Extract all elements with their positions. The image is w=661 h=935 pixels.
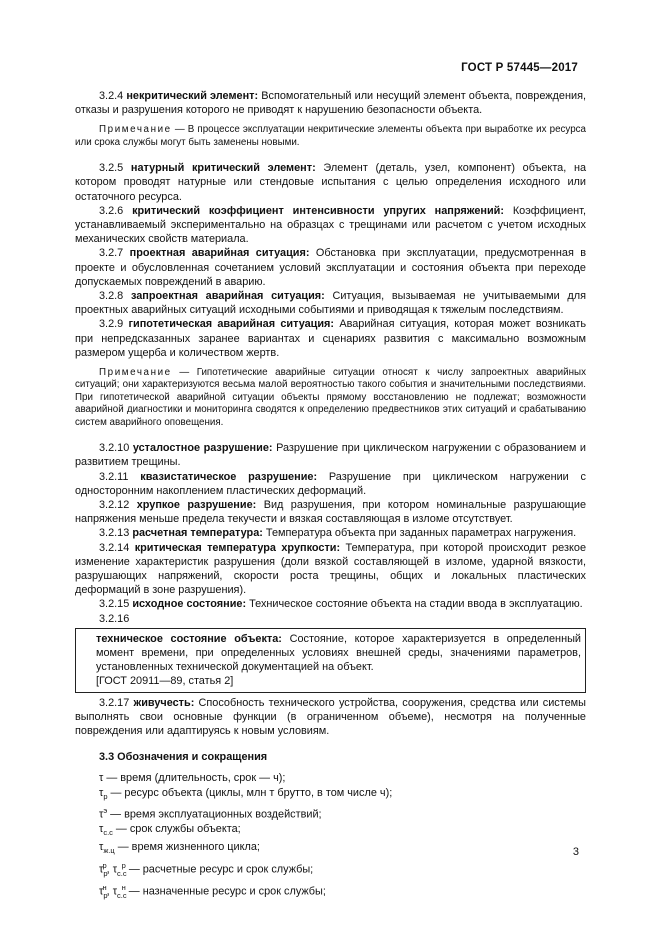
symbols-list [75,771,586,902]
term: расчетная температура: [132,527,263,540]
note-text: — Гипотетические аварийные ситуации относят к числу запроектных аварийных ситуаций; они характеризуются весьма малой вероятностью такого события и значительными последствиями. При гипотетической аварийной ситуации объекты прямому восстановлению не подлежат; возможности аварийной диагностики и мониторинга сводятся к определению предвестников этих ситуаций и срабатыванию систем аварийного оповещения. [75,367,586,428]
clause-3-2-10 [75,441,586,469]
term: запроектная аварийная ситуация: [130,290,325,303]
symbol-subscript: ж.ц [103,846,115,856]
definition: Температура, при которой происходит резкое изменение характеристик разрушения (доли вязкой составляющей в изломе, ударной вязкости, разрушающих напряжений, скорости роста трещины, общих и локальных пластических деформаций в зоне разрушения). [75,541,586,597]
clause-3-2-5 [75,161,586,204]
symbol-item: $\tau_р^н$, $\tau_{с.с}^н$ — назначенные ресурс и срок службы; [99,882,326,900]
term: хрупкое разрушение: [136,498,257,511]
symbol-superscript: н [121,882,126,892]
term: усталостное разрушение: [132,442,273,455]
symbol-base: τ [99,808,104,821]
symbol-item [75,840,586,858]
term: критический коэффициент интенсивности упругих напряжений: [132,204,504,217]
definition: Обстановка при эксплуатации, предусмотренная в проекте и обусловленная сочетанием условий эксплуатации и состояния объекта при переходе допускаемых повреждений в аварию. [75,247,587,288]
symbol-description: — назначенные ресурс и срок службы; [125,885,326,898]
symbol-base: τ [99,841,104,854]
term: техническое состояние объекта: [96,632,282,645]
quoted-definition-box [75,628,586,693]
clause-3-2-17 [75,696,586,739]
definition: Коэффициент, устанавливаемый экспериментально на образцах с трещинами или расчетом с учетом исходных механических свойств материала. [75,204,586,246]
symbol-base: τ [99,772,104,785]
definition: Ситуация, вызываемая не учитываемыми для проектных аварийных ситуаций исходными событиями и приводящая к тяжелым последствиям. [75,290,586,317]
symbol-subscript: р [103,791,108,801]
clause-number: 3.2.11 [99,470,129,483]
clause-number: 3.2.5 [99,162,124,175]
clause-number: 3.2.14 [99,541,130,554]
clause-3-2-8 [75,289,586,317]
note-1 [75,124,586,149]
symbol-subscript: с.с [103,827,113,837]
term: некритический элемент: [126,90,259,102]
symbol-description: — время жизненного цикла; [114,841,260,854]
clause-3-2-15 [75,597,586,611]
document-code-header: ГОСТ Р 57445—2017 [461,62,578,74]
definition: Температура объекта при заданных параметрах нагружения. [265,527,577,540]
symbol-base: τ [99,786,104,799]
symbol-base: τ [99,885,104,898]
quoted-definition [96,632,581,675]
symbol-base: τ [112,863,118,876]
symbol-superscript: р [121,860,126,870]
clause-number: 3.2.15 [99,598,130,611]
definition: Состояние, которое характеризуется в определенный момент времени, при определенных условиях внешней среды, значениями параметров, установленных технической документацией на объект. [96,632,581,674]
definition: Техническое состояние объекта на стадии ввода в эксплуатацию. [249,598,583,611]
symbol-superscript: р [102,860,107,870]
symbol-item [75,804,586,822]
symbol-item [75,771,586,785]
note-label: Примечание [99,124,172,136]
term: проектная аварийная ситуация: [129,247,310,260]
definition: Элемент (деталь, узел, компонент) объекта, на котором проводят натурные или стендовые испытания с целью определения исходного или остаточного ресурса. [75,162,587,203]
symbol-base: τ [99,863,104,876]
symbol-item [75,786,586,804]
clause-number: 3.2.13 [99,527,130,540]
clause-3-2-14 [75,541,586,598]
clause-number: 3.2.7 [99,247,124,260]
note-label: Примечание [99,367,172,379]
symbol-description: — время (длительность, срок — ч); [103,772,286,785]
term: живучесть: [133,696,195,709]
symbol-base: τ [112,885,118,898]
definition: Способность технического устройства, сооружения, средства или системы выполнять свои основные функции (в ограниченном объеме), несмотря на полученные повреждения или адаптируясь к новым условиям. [75,696,586,737]
symbol-subscript: с.с [117,868,127,878]
symbol-description: — срок службы объекта; [112,822,241,835]
note-2 [75,367,586,429]
clause-3-2-13 [75,526,586,540]
clause-3-2-6 [75,204,586,247]
symbol-description: — ресурс объекта (циклы, млн т брутто, в том числе ч); [107,786,393,799]
term: критическая температура хрупкости: [134,541,341,554]
clause-number: 3.2.9 [99,318,124,331]
definition: Разрушение при циклическом нагружении с образованием и развитием трещины. [75,442,587,469]
section-title-3-3: 3.3 Обозначения и сокращения [99,751,268,764]
symbol-subscript: р [103,868,108,878]
symbol-subscript: р [103,890,108,900]
symbol-item [75,822,586,840]
clause-3-2-16-number: 3.2.16 [99,612,130,625]
note-text: — В процессе эксплуатации некритические элементы объекта при выработке их ресурса или срока службы могут быть заменены новыми. [75,124,586,148]
definition: Вид разрушения, при котором номинальные разрушающие напряжения меньше предела текучести и вязкая составляющая в изломе отсутствует. [75,498,587,526]
symbol-item: $\tau_р^р$, $\tau_{с.с}^р$ — расчетные ресурс и срок службы; [99,860,314,878]
clause-number: 3.2.4 [99,90,124,102]
symbol-description: — расчетные ресурс и срок службы; [125,863,314,876]
definition-source: [ГОСТ 20911—89, статья 2] [96,675,234,688]
symbol-superscript: э [103,805,108,815]
definition: Аварийная ситуация, которая может возникать при непредсказанных заранее вариантах и сценариях развития с максимально возможным размером ущерба и количеством жертв. [75,318,586,359]
clause-number: 3.2.8 [99,290,124,303]
term: гипотетическая аварийная ситуация: [128,318,335,331]
clause-3-2-9 [75,317,586,360]
clause-number: 3.2.12 [99,498,130,511]
term: натурный критический элемент: [130,162,316,175]
clause-number: 3.2.17 [99,696,130,709]
term: квазистатическое разрушение: [140,470,318,483]
clause-3-2-12 [75,498,586,526]
page-number: 3 [572,846,579,858]
definition: Разрушение при циклическом нагружении с односторонним накоплением пластических деформаций. [75,470,586,497]
term: исходное состояние: [132,598,247,611]
clause-3-2-11 [75,470,586,498]
symbol-base: τ [99,822,104,835]
symbol-superscript: н [102,882,107,892]
clause-number: 3.2.10 [99,442,130,455]
definition: Вспомогательный или несущий элемент объекта, повреждения, отказы и разрушения которого не приводят к нарушению безопасности объекта. [75,90,586,117]
page-content [75,89,586,903]
symbol-subscript: с.с [117,890,127,900]
clause-number: 3.2.6 [99,204,124,217]
symbol-description: — время эксплуатационных воздействий; [107,808,322,821]
clause-3-2-4 [75,89,586,117]
clause-3-2-7 [75,246,586,289]
